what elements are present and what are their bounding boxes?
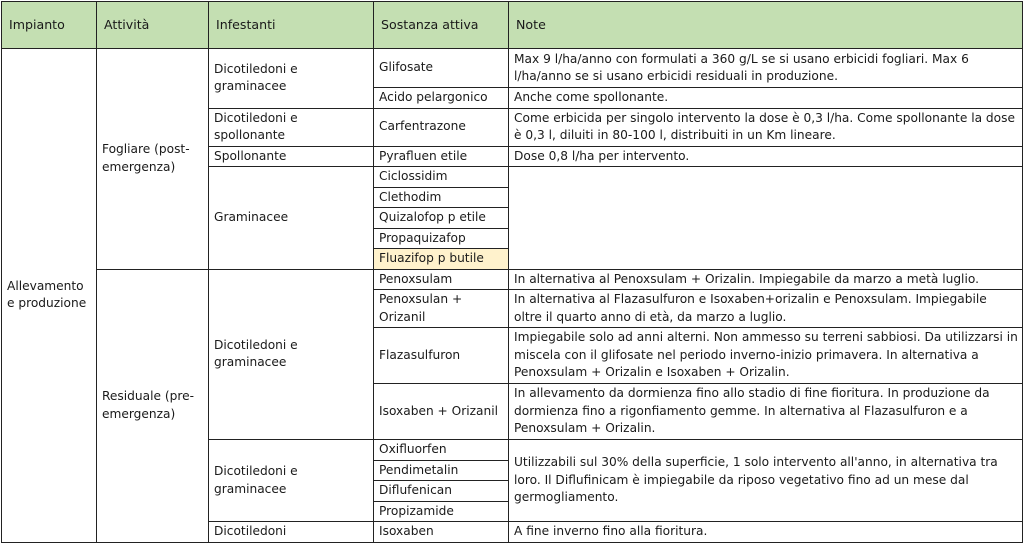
sostanza-cell: Isoxaben: [374, 522, 509, 543]
sostanza-cell-highlighted: Fluazifop p butile: [374, 249, 509, 270]
sostanza-cell: Diflufenican: [374, 481, 509, 502]
sostanza-cell: Flazasulfuron: [374, 328, 509, 384]
infestanti-cell: Dicotiledoni e graminacee: [209, 269, 374, 440]
header-note: Note: [509, 2, 1023, 49]
note-cell: In alternativa al Penoxsulam + Orizalin. Impiegabile da marzo a metà luglio.: [509, 269, 1023, 290]
infestanti-cell: Spollonante: [209, 146, 374, 167]
sostanza-cell: Acido pelargonico: [374, 88, 509, 109]
header-sostanza-attiva: Sostanza attiva: [374, 2, 509, 49]
note-cell: Anche come spollonante.: [509, 88, 1023, 109]
attivita-fogliare: Fogliare (post-emergenza): [97, 49, 209, 270]
note-cell: In allevamento da dormienza fino allo stadio di fine fioritura. In produzione da dormienza fino a rigonfiamento gemme. In alternativa al Flazasulfuron e a Penoxsulam + Orizalin.: [509, 384, 1023, 440]
infestanti-cell: Dicotiledoni e graminacee: [209, 49, 374, 109]
impianto-cell: Allevamento e produzione: [2, 49, 97, 543]
sostanza-cell: Pendimetalin: [374, 460, 509, 481]
sostanza-cell: Ciclossidim: [374, 167, 509, 188]
note-cell: Max 9 l/ha/anno con formulati a 360 g/L se si usano erbicidi fogliari. Max 6 l/ha/anno se si usano erbicidi residuali in produzione.: [509, 49, 1023, 88]
table-row: [2, 269, 1023, 290]
sostanza-cell: Glifosate: [374, 49, 509, 88]
table-row: [2, 49, 1023, 88]
sostanza-cell: Isoxaben + Orizanil: [374, 384, 509, 440]
sostanza-cell: Pyrafluen etile: [374, 146, 509, 167]
note-cell-empty: [509, 167, 1023, 270]
note-cell: In alternativa al Flazasulfuron e Isoxaben+orizalin e Penoxsulam. Impiegabile oltre il quarto anno di età, da marzo a luglio.: [509, 290, 1023, 328]
infestanti-cell: Dicotiledoni: [209, 522, 374, 543]
note-cell: Impiegabile solo ad anni alterni. Non ammesso su terreni sabbiosi. Da utilizzarsi in miscela con il glifosate nel periodo inverno-inizio primavera. In alternativa a Penoxsulam + Orizalin e Isoxaben + Orizalin.: [509, 328, 1023, 384]
sostanza-cell: Oxifluorfen: [374, 440, 509, 461]
header-attivita: Attività: [97, 2, 209, 49]
sostanza-cell: Quizalofop p etile: [374, 208, 509, 229]
sostanza-cell: Propizamide: [374, 501, 509, 522]
infestanti-cell: Dicotiledoni e spollonante: [209, 108, 374, 146]
sostanza-cell: Penoxsulan + Orizanil: [374, 290, 509, 328]
sostanza-cell: Carfentrazone: [374, 108, 509, 146]
sostanza-cell: Clethodim: [374, 187, 509, 208]
header-infestanti: Infestanti: [209, 2, 374, 49]
infestanti-cell: Dicotiledoni e graminacee: [209, 440, 374, 522]
note-cell: A fine inverno fino alla fioritura.: [509, 522, 1023, 543]
note-cell: Utilizzabili sul 30% della superficie, 1 solo intervento all'anno, in alternativa tra loro. Il Diflufinicam è impiegabile da riposo vegetativo fino ad un mese dal germogliamento.: [509, 440, 1023, 522]
attivita-residuale: Residuale (pre-emergenza): [97, 269, 209, 542]
header-row: [2, 2, 1023, 49]
note-cell: Dose 0,8 l/ha per intervento.: [509, 146, 1023, 167]
herbicide-table: [1, 1, 1023, 543]
sostanza-cell: Propaquizafop: [374, 228, 509, 249]
infestanti-cell: Graminacee: [209, 167, 374, 270]
note-cell: Come erbicida per singolo intervento la dose è 0,3 l/ha. Come spollonante la dose è 0,3 l, diluiti in 80-100 l, distribuiti in un Km lineare.: [509, 108, 1023, 146]
sostanza-cell: Penoxsulam: [374, 269, 509, 290]
header-impianto: Impianto: [2, 2, 97, 49]
